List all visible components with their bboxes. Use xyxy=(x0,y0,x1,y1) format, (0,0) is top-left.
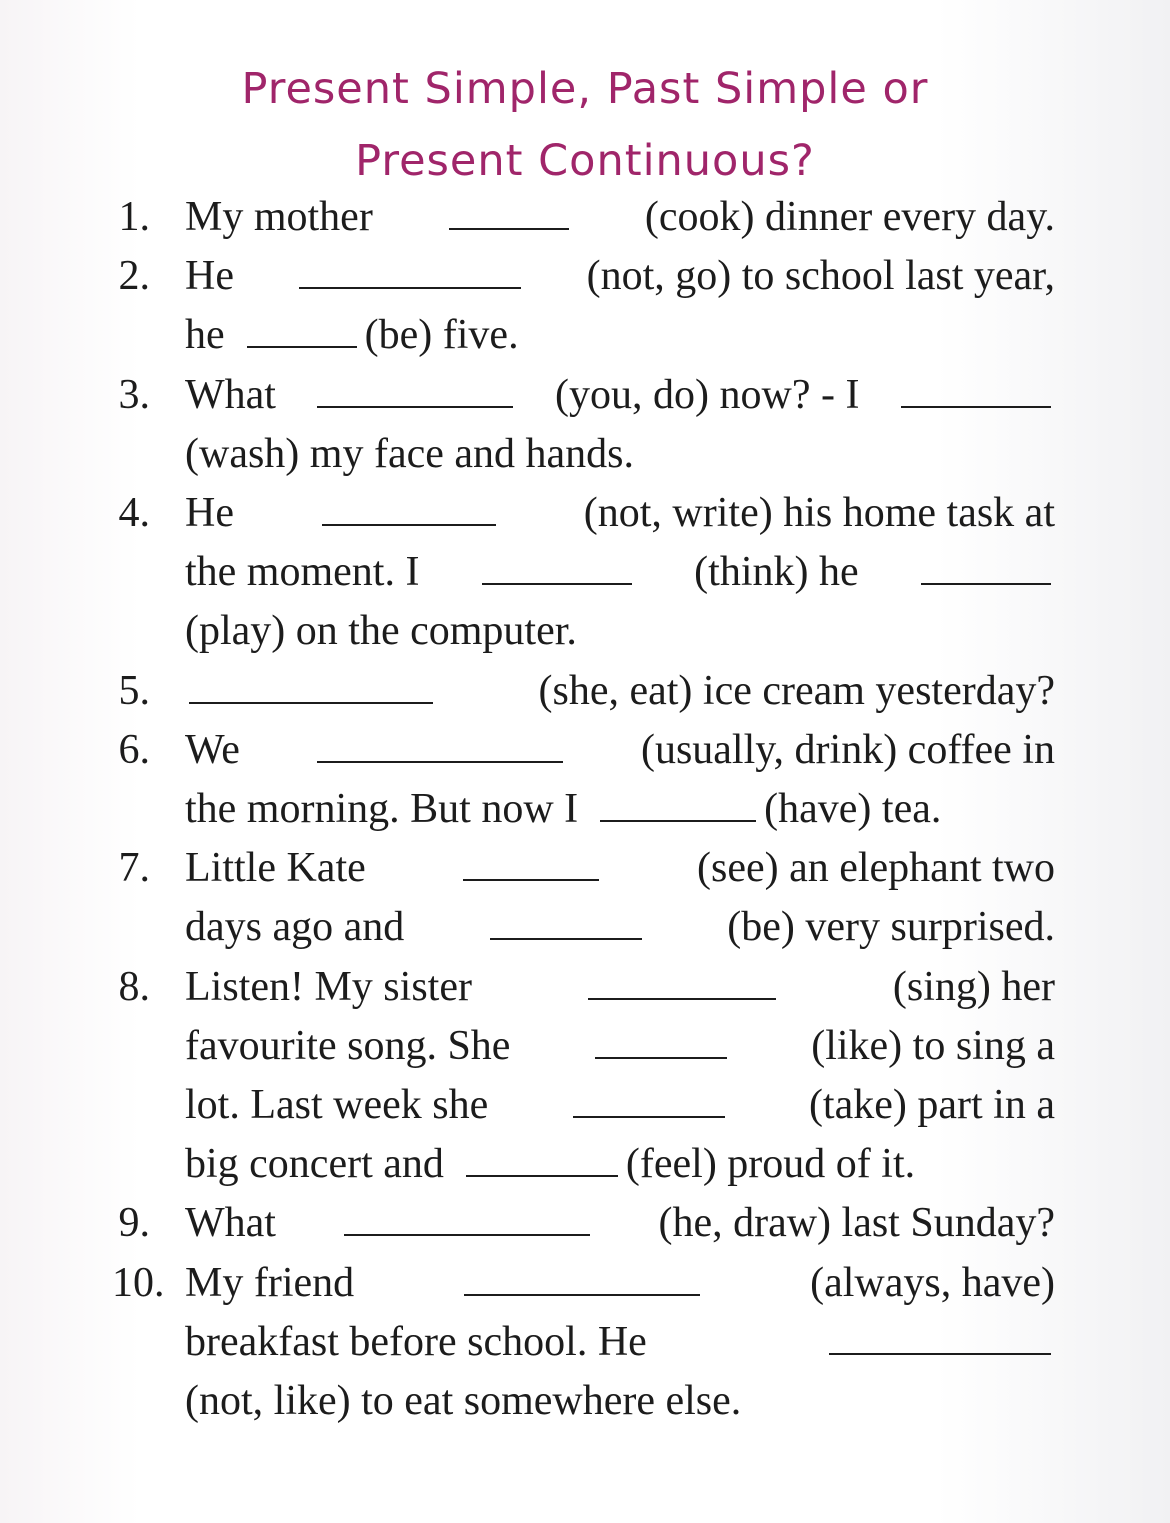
exercise-text: Little Kate xyxy=(185,845,366,892)
answer-blank[interactable] xyxy=(482,545,632,585)
exercise-text: (not, go) to school last year, xyxy=(586,253,1055,300)
answer-blank[interactable] xyxy=(449,190,569,230)
exercise-line xyxy=(185,780,1055,839)
exercise-text: (feel) proud of it. xyxy=(625,1141,916,1188)
item-number xyxy=(0,1194,150,1253)
exercise-text: He xyxy=(185,253,234,300)
exercise-line xyxy=(185,543,1055,602)
answer-blank[interactable] xyxy=(189,664,433,704)
exercise-text: (sing) her xyxy=(892,963,1055,1010)
exercise-text: (not, like) to eat somewhere else. xyxy=(185,1378,742,1424)
answer-blank[interactable] xyxy=(490,900,642,940)
exercise-text: (she, eat) ice cream yesterday? xyxy=(538,667,1055,714)
answer-blank[interactable] xyxy=(901,368,1051,408)
answer-blank[interactable] xyxy=(588,960,776,1000)
exercise-line xyxy=(185,1194,1055,1253)
exercise-text: (be) very surprised. xyxy=(727,904,1055,951)
exercise-line xyxy=(185,306,1055,365)
item-number-label: 3. xyxy=(118,371,150,418)
item-number-label: 1. xyxy=(118,194,150,240)
exercise-text: breakfast before school. He xyxy=(185,1318,647,1365)
answer-blank[interactable] xyxy=(573,1078,725,1118)
exercise-line xyxy=(185,1313,1055,1372)
exercise-text: he xyxy=(185,312,225,359)
item-number-label: 10. xyxy=(112,1259,165,1306)
item-number-label: 7. xyxy=(118,845,150,892)
answer-blank[interactable] xyxy=(595,1019,727,1059)
exercise-line xyxy=(185,602,1055,661)
exercise-line xyxy=(185,1017,1055,1076)
exercise-text: (usually, drink) coffee in xyxy=(640,726,1055,773)
item-number-label: 6. xyxy=(118,726,150,773)
answer-blank[interactable] xyxy=(317,723,563,763)
exercise-text: (not, write) his home task at xyxy=(583,490,1055,536)
item-number xyxy=(0,1254,165,1313)
exercise-text: lot. Last week she xyxy=(185,1082,489,1128)
exercise-line xyxy=(185,247,1055,306)
exercise-line xyxy=(185,366,1055,425)
worksheet-title-line-1: Present Simple, Past Simple or xyxy=(241,64,929,114)
item-number-label: 8. xyxy=(118,963,150,1010)
exercise-line xyxy=(185,484,1055,543)
item-number xyxy=(0,484,150,543)
exercise-text: My friend xyxy=(185,1259,355,1306)
answer-blank[interactable] xyxy=(299,249,521,289)
item-number xyxy=(0,839,150,898)
exercise-text: (see) an elephant two xyxy=(696,845,1055,892)
exercise-text: big concert and xyxy=(185,1141,444,1188)
item-number xyxy=(0,958,150,1017)
exercise-line xyxy=(185,898,1055,957)
exercise-text: My mother xyxy=(185,194,373,240)
answer-blank[interactable] xyxy=(247,308,357,348)
exercise-text: What xyxy=(185,371,276,418)
exercise-line xyxy=(185,1372,1055,1431)
exercise-line xyxy=(185,188,1055,247)
exercise-text: What xyxy=(185,1200,276,1247)
answer-blank[interactable] xyxy=(464,1256,700,1296)
exercise-text: (like) to sing a xyxy=(811,1022,1055,1069)
item-number xyxy=(0,247,150,306)
exercise-text: favourite song. She xyxy=(185,1022,511,1069)
exercise-text: the moment. I xyxy=(185,549,420,596)
item-number-label: 5. xyxy=(118,667,150,714)
answer-blank[interactable] xyxy=(466,1137,618,1177)
exercise-line xyxy=(185,839,1055,898)
answer-blank[interactable] xyxy=(829,1315,1051,1355)
answer-blank[interactable] xyxy=(322,486,496,526)
exercise-text: (play) on the computer. xyxy=(185,608,577,655)
exercise-line xyxy=(185,425,1055,484)
answer-blank[interactable] xyxy=(317,368,513,408)
exercise-text: days ago and xyxy=(185,904,405,951)
exercise-line xyxy=(185,721,1055,780)
item-number-label: 4. xyxy=(118,490,150,536)
exercise-line xyxy=(185,1254,1055,1313)
exercise-text: He xyxy=(185,490,234,536)
item-number xyxy=(0,662,150,721)
exercise-text: (he, draw) last Sunday? xyxy=(658,1200,1055,1247)
answer-blank[interactable] xyxy=(600,782,756,822)
exercise-text: the morning. But now I xyxy=(185,786,579,832)
exercise-line xyxy=(185,1135,1055,1194)
item-number xyxy=(0,721,150,780)
exercise-line xyxy=(185,1076,1055,1135)
item-number xyxy=(0,188,150,247)
item-number xyxy=(0,366,150,425)
exercise-text: We xyxy=(185,726,240,773)
exercise-text: (have) tea. xyxy=(764,786,942,832)
worksheet-title-line-2: Present Continuous? xyxy=(355,136,815,186)
exercise-text: Listen! My sister xyxy=(185,963,472,1010)
exercise-text: (take) part in a xyxy=(808,1082,1055,1128)
exercise-text: (be) five. xyxy=(364,312,519,359)
exercise-text: (think) he xyxy=(694,549,859,596)
exercise-text: (wash) my face and hands. xyxy=(185,430,634,477)
exercise-text: (you, do) now? - I xyxy=(555,371,860,418)
exercise-line xyxy=(185,958,1055,1017)
answer-blank[interactable] xyxy=(463,841,599,881)
exercise-text: (cook) dinner every day. xyxy=(644,194,1055,240)
answer-blank[interactable] xyxy=(921,545,1051,585)
item-number-label: 9. xyxy=(118,1200,150,1247)
exercise-line xyxy=(185,662,1055,721)
exercise-text: (always, have) xyxy=(810,1259,1055,1306)
answer-blank[interactable] xyxy=(344,1196,590,1236)
item-number-label: 2. xyxy=(118,253,150,300)
